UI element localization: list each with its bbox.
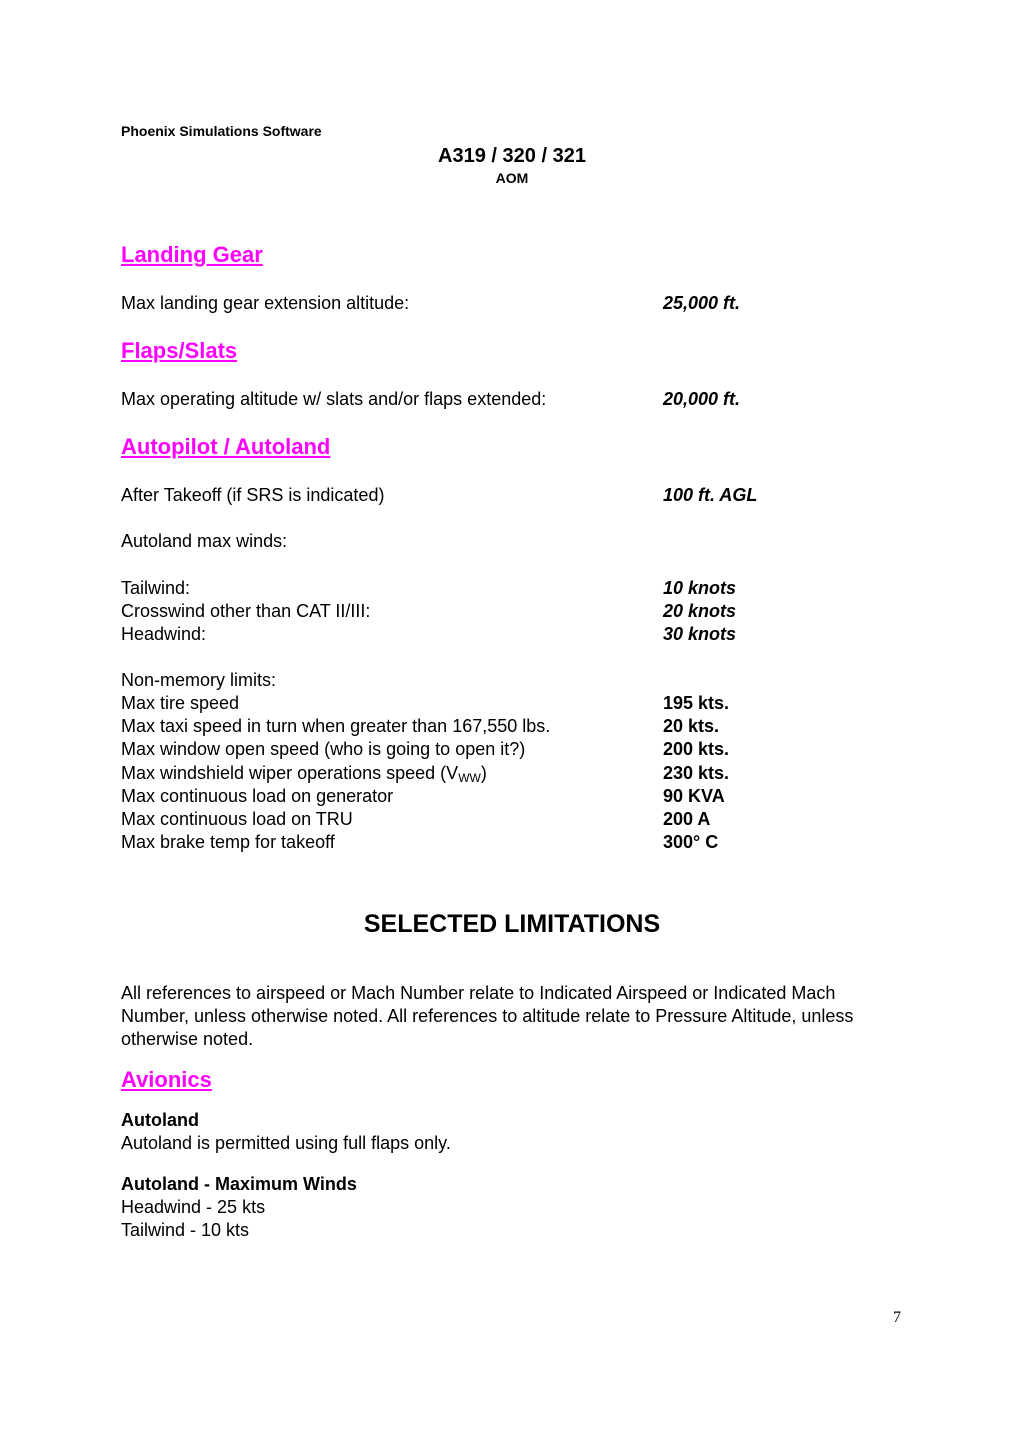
limit-value: 20 kts. (663, 716, 720, 736)
selected-limitations-paragraph: All references to airspeed or Mach Number relate to Indicated Airspeed or Indicated Mach Number, unless otherwise noted. All references to altitude relate to Pressure Altitude, unless otherwise noted. (121, 983, 854, 1049)
section-heading-avionics: Avionics (121, 1067, 212, 1092)
section-heading-autopilot: Autopilot / Autoland (121, 434, 331, 459)
limit-value: 200 A (663, 809, 711, 829)
document-title (0, 145, 1024, 168)
limit-label: Max tire speed (121, 693, 240, 713)
limit-label: Max brake temp for takeoff (121, 832, 335, 852)
wind-label: Headwind: (121, 624, 207, 644)
document-subtitle: AOM (495, 170, 529, 186)
limit-value: 300° C (663, 832, 719, 852)
limit-label: Max taxi speed in turn when greater than 167,550 lbs. (121, 716, 551, 736)
limit-value: 230 kts. (663, 763, 730, 783)
company-name: Phoenix Simulations Software (121, 123, 322, 139)
page-number: 7 (893, 1309, 901, 1326)
wind-label: Tailwind: (121, 578, 191, 598)
selected-limitations-heading: SELECTED LIMITATIONS (363, 910, 661, 938)
section-heading-flaps-slats: Flaps/Slats (121, 338, 238, 363)
wind-label: Crosswind other than CAT II/III: (121, 601, 371, 621)
limit-label: Max window open speed (who is going to open it?) (121, 739, 526, 759)
autoland-subheading: Autoland (121, 1110, 199, 1130)
after-takeoff-value: 100 ft. AGL (663, 485, 758, 505)
limit-value: 90 KVA (663, 786, 725, 806)
section-heading-landing-gear: Landing Gear (121, 242, 263, 267)
non-memory-label: Non-memory limits: (121, 670, 277, 690)
limit-label: Max landing gear extension altitude: (121, 293, 410, 313)
limit-label: Max continuous load on generator (121, 786, 394, 806)
limit-label-text: Max windshield wiper operations speed (V (121, 763, 459, 783)
after-takeoff-label: After Takeoff (if SRS is indicated) (121, 485, 385, 505)
limit-value: 25,000 ft. (663, 293, 741, 313)
tailwind-text: Tailwind - 10 kts (121, 1220, 250, 1240)
limit-label-end: ) (480, 763, 487, 783)
title-text: A319 / 320 / 321 (438, 145, 586, 167)
headwind-text: Headwind - 25 kts (121, 1197, 266, 1217)
autoland-max-winds-label: Autoland max winds: (121, 531, 288, 551)
limit-value: 200 kts. (663, 739, 730, 759)
limit-value: 20,000 ft. (663, 389, 741, 409)
wind-value: 20 knots (663, 601, 737, 621)
wind-value: 10 knots (663, 578, 737, 598)
wind-value: 30 knots (663, 624, 737, 644)
limit-label-subscript: WW (458, 771, 481, 785)
autoland-max-winds-subheading: Autoland - Maximum Winds (121, 1174, 357, 1194)
limit-label: Max continuous load on TRU (121, 809, 353, 829)
limit-label: Max operating altitude w/ slats and/or flaps extended: (121, 389, 547, 409)
autoland-text: Autoland is permitted using full flaps only. (121, 1133, 451, 1153)
limit-label-wiper (121, 763, 487, 785)
limit-value: 195 kts. (663, 693, 730, 713)
